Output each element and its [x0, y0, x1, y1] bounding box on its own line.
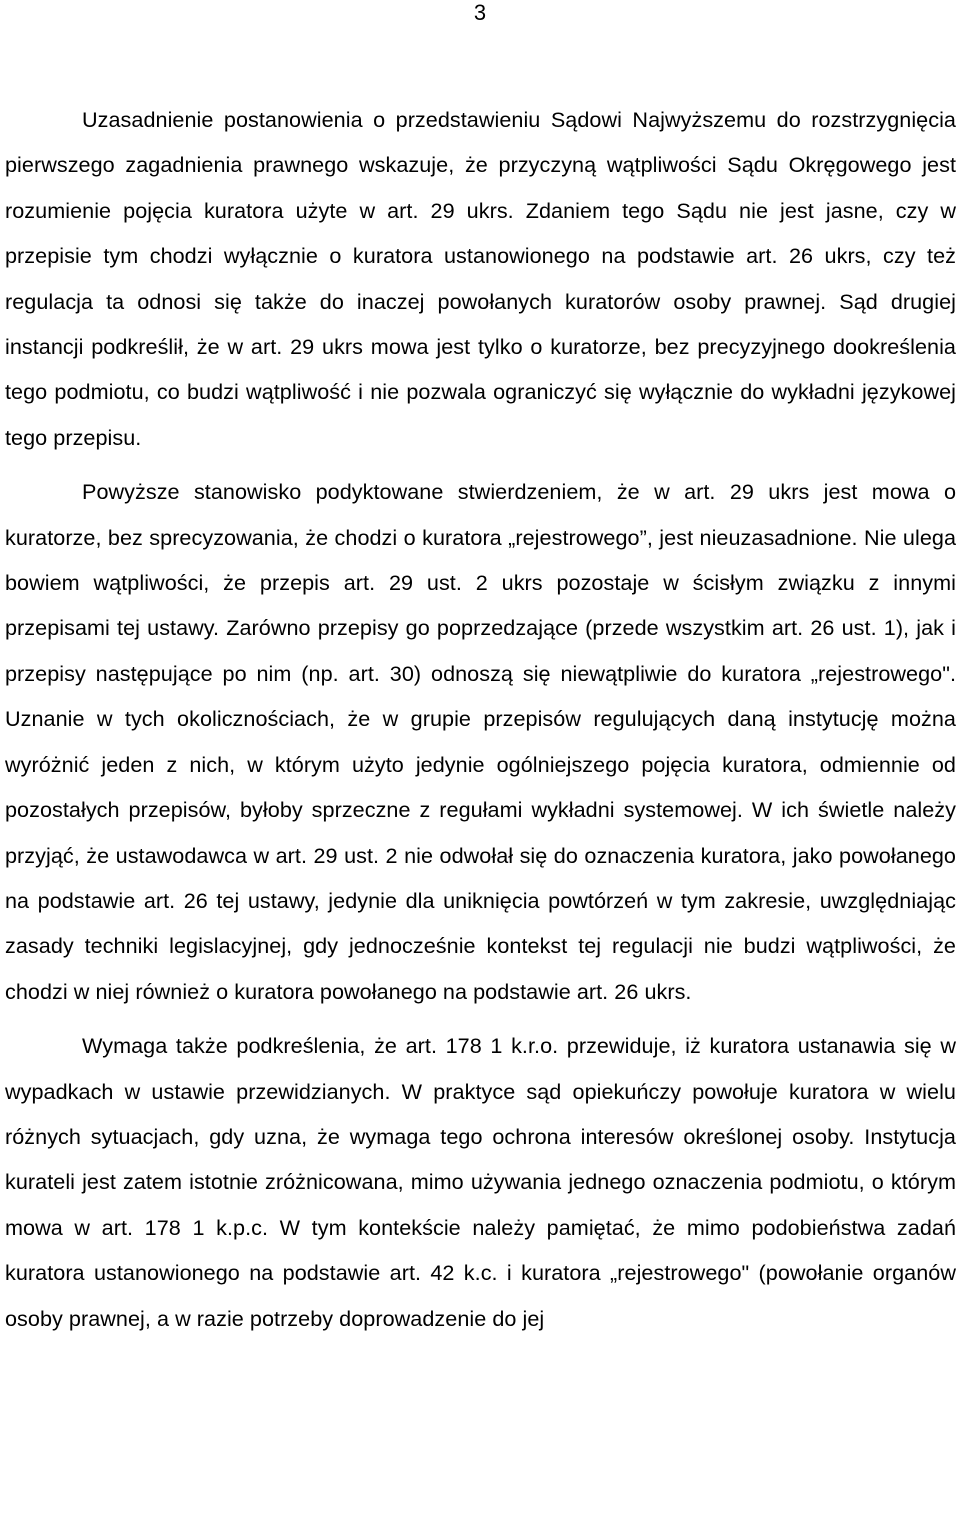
paragraph-3: Wymaga także podkreślenia, że art. 178 1 k.r.o. przewiduje, iż kuratora ustanawia się w wypadkach w ustawie przewidzianych. W praktyce sąd opiekuńczy powołuje kuratora w wielu różnych sytuacjach, gdy uzna, że wymaga tego ochrona interesów określonej osoby. Instytucja kurateli jest zatem istotnie zróżnicowana, mimo używania jednego oznaczenia podmiotu, o którym mowa w art. 178 1 k.p.c. W tym kontekście należy pamiętać, że mimo podobieństwa zadań kuratora ustanowionego na podstawie art. 42 k.c. i kuratora „rejestrowego" (powołanie organów osoby prawnej, a w razie potrzeby doprowadzenie do jej — [5, 1033, 956, 1331]
paragraph-2: Powyższe stanowisko podyktowane stwierdzeniem, że w art. 29 ukrs jest mowa o kuratorze, bez sprecyzowania, że chodzi o kuratora „rejestrowego”, jest nieuzasadnione. Nie ulega bowiem wątpliwości, że przepis art. 29 ust. 2 ukrs pozostaje w ścisłym związku z innymi przepisami tej ustawy. Zarówno przepisy go poprzedzające (przede wszystkim art. 26 ust. 1), jak i przepisy następujące po nim (np. art. 30) odnoszą się niewątpliwie do kuratora „rejestrowego". Uznanie w tych okolicznościach, że w grupie przepisów regulujących daną instytucję można wyróżnić jeden z nich, w którym użyto jedynie ogólniejszego pojęcia kuratora, odmiennie od pozostałych przepisów, byłoby sprzeczne z regułami wykładni systemowej. W ich świetle należy przyjąć, że ustawodawca w art. 29 ust. 2 nie odwołał się do oznaczenia kuratora, jako powołanego na podstawie art. 26 tej ustawy, jedynie dla uniknięcia powtórzeń w tym zakresie, uwzględniając zasady techniki legislacyjnej, gdy jednocześnie kontekst tej regulacji nie budzi wątpliwości, że chodzi w niej również o kuratora powołanego na podstawie art. 26 ukrs. — [5, 479, 956, 1004]
document-body — [5, 97, 956, 1341]
page-number: 3 — [473, 0, 487, 25]
paragraph-1: Uzasadnienie postanowienia o przedstawieniu Sądowi Najwyższemu do rozstrzygnięcia pierwszego zagadnienia prawnego wskazuje, że przyczyną wątpliwości Sądu Okręgowego jest rozumienie pojęcia kuratora użyte w art. 29 ukrs. Zdaniem tego Sądu nie jest jasne, czy w przepisie tym chodzi wyłącznie o kuratora ustanowionego na podstawie art. 26 ukrs, czy też regulacja ta odnosi się także do inaczej powołanych kuratorów osoby prawnej. Sąd drugiej instancji podkreślił, że w art. 29 ukrs mowa jest tylko o kuratorze, bez precyzyjnego dookreślenia tego podmiotu, co budzi wątpliwość i nie pozwala ograniczyć się wyłącznie do wykładni językowej tego przepisu. — [5, 107, 956, 450]
